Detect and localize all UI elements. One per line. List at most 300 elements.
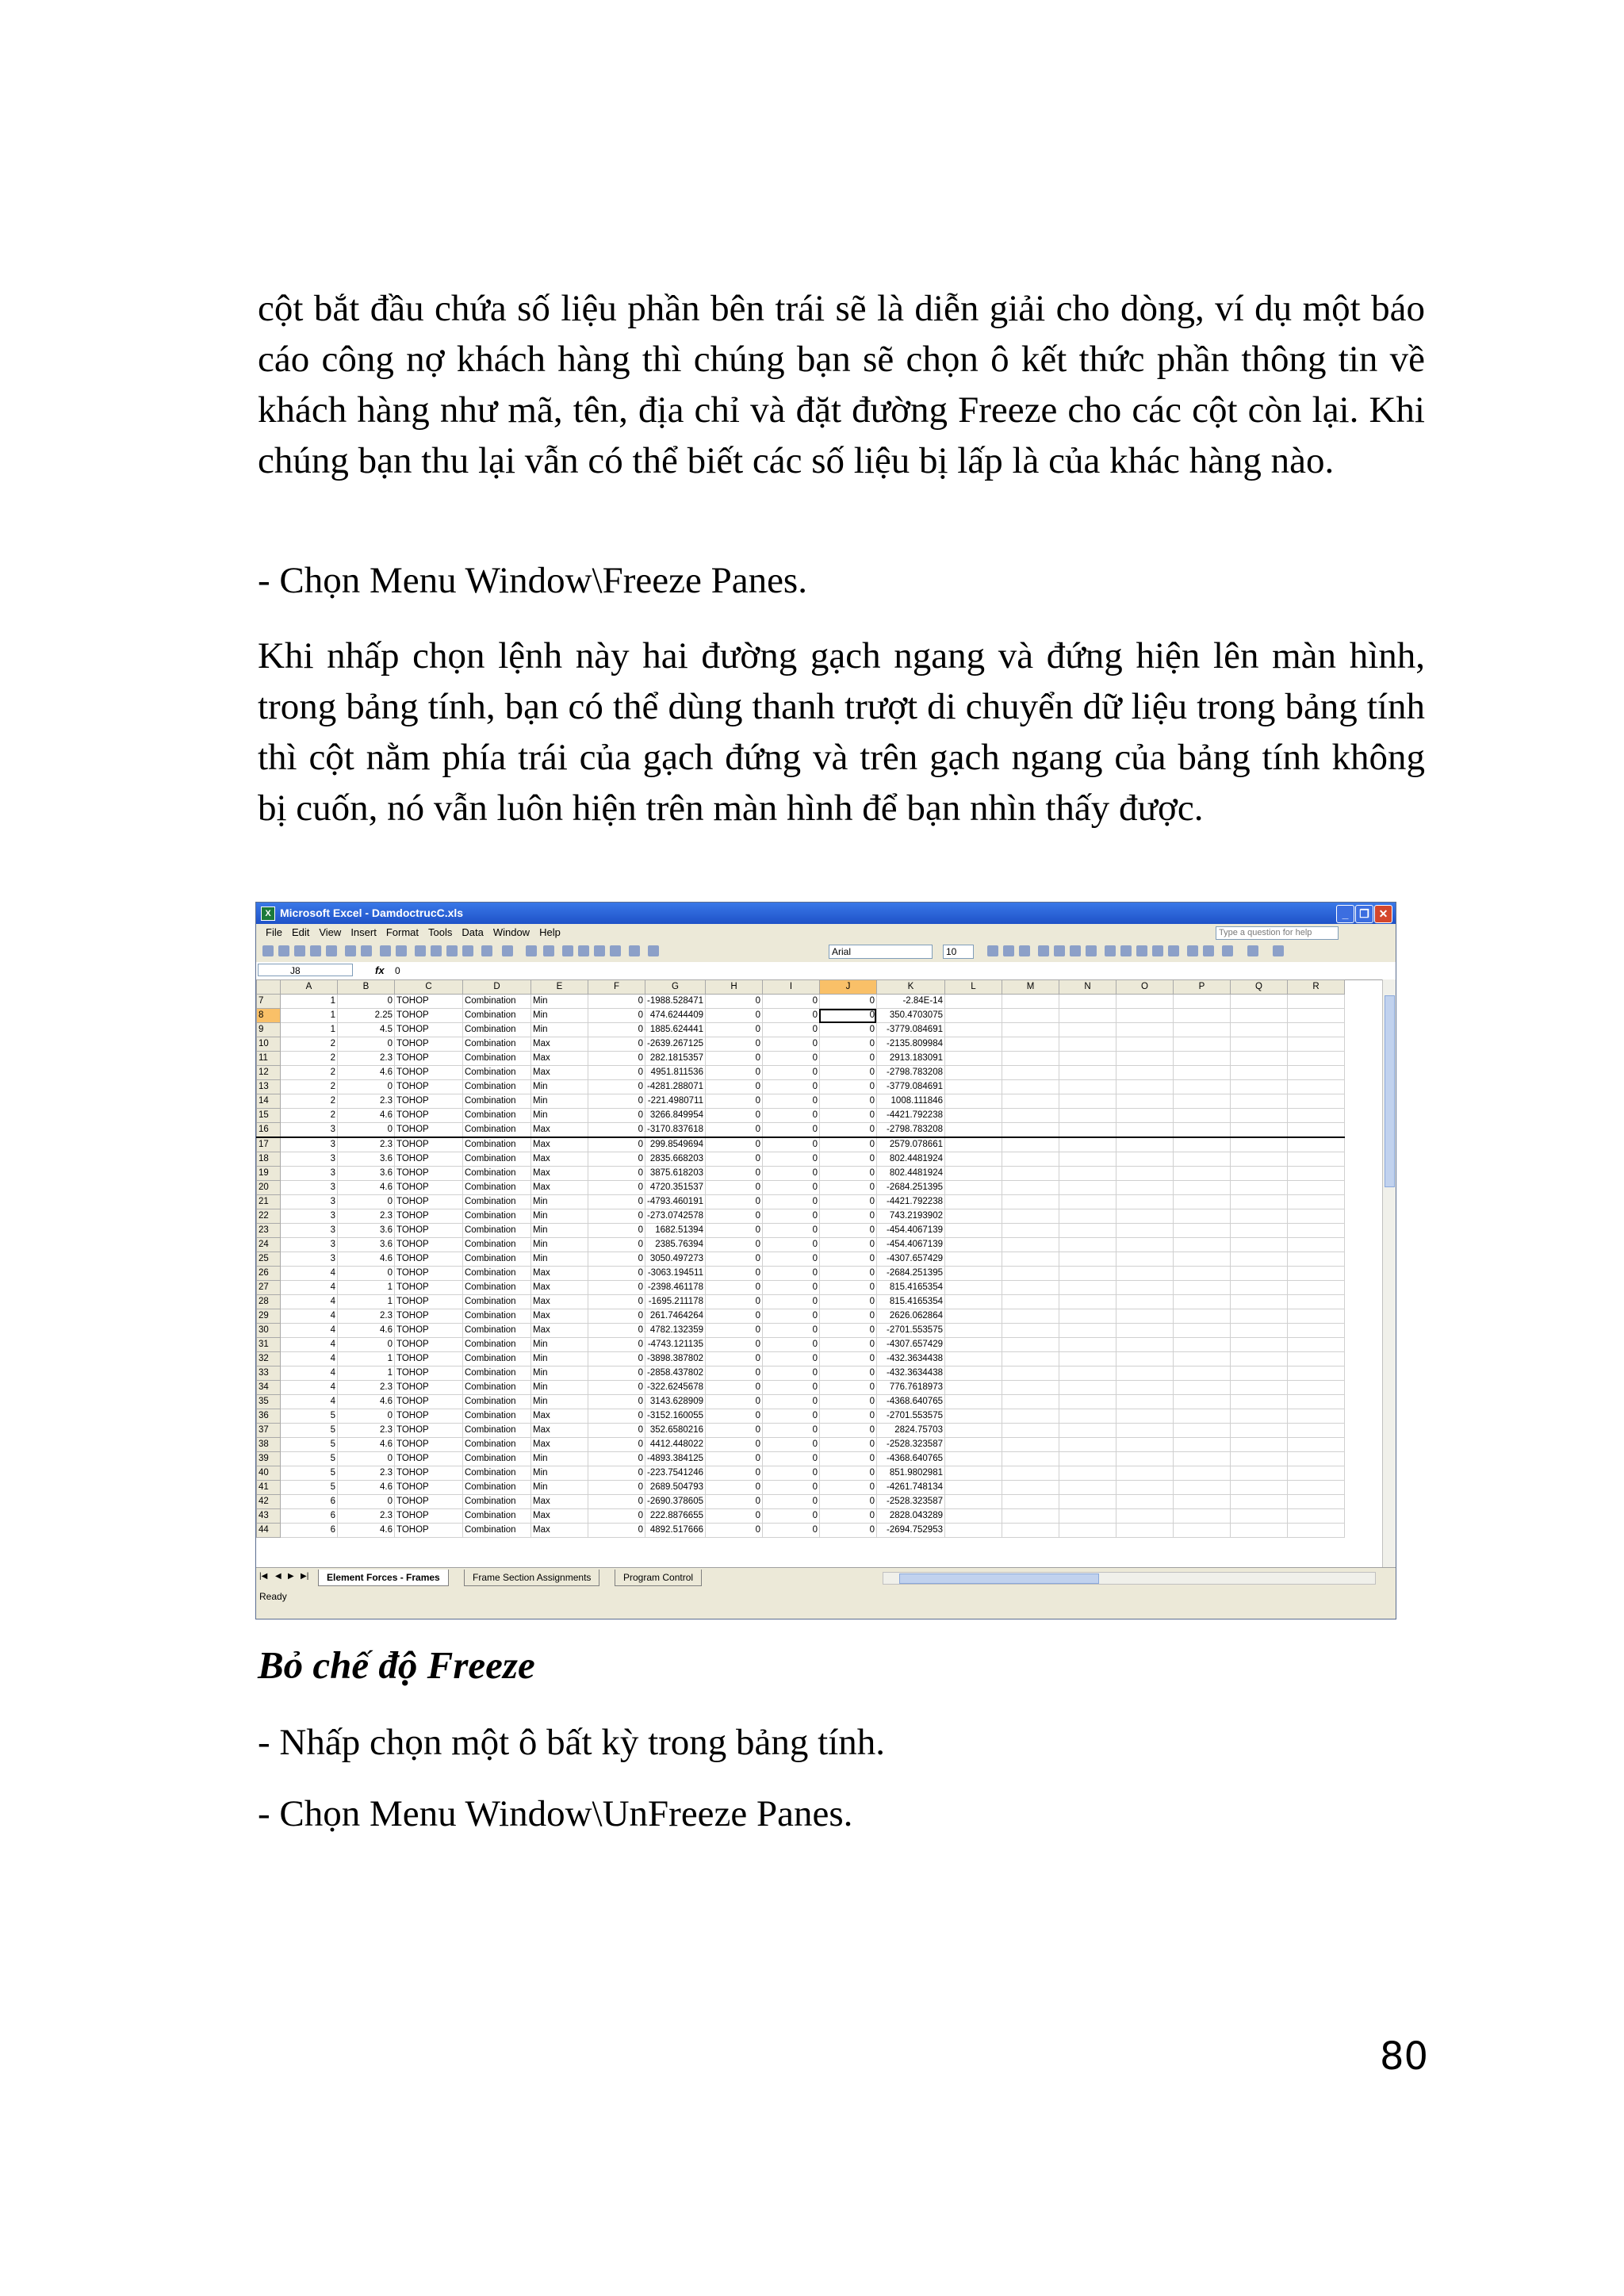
grid-cell[interactable]: 0 xyxy=(588,1209,645,1224)
grid-cell[interactable]: 743.2193902 xyxy=(876,1209,944,1224)
grid-cell[interactable]: 0 xyxy=(705,1424,762,1438)
grid-cell[interactable] xyxy=(1059,1509,1116,1524)
grid-cell[interactable] xyxy=(1230,1352,1287,1366)
grid-cell[interactable] xyxy=(1230,1452,1287,1466)
row-header[interactable]: 14 xyxy=(257,1094,281,1109)
grid-cell[interactable] xyxy=(1173,1181,1230,1195)
row-header[interactable]: 20 xyxy=(257,1181,281,1195)
grid-cell[interactable]: 6 xyxy=(281,1495,338,1509)
grid-cell[interactable]: Combination xyxy=(463,1281,531,1295)
grid-cell[interactable]: Min xyxy=(531,1338,588,1352)
grid-cell[interactable] xyxy=(1059,995,1116,1009)
grid-cell[interactable]: 0 xyxy=(819,1352,876,1366)
grid-cell[interactable] xyxy=(1059,1023,1116,1037)
bold-icon[interactable] xyxy=(987,945,998,956)
grid-cell[interactable]: TOHOP xyxy=(395,1209,463,1224)
grid-cell[interactable] xyxy=(1173,1224,1230,1238)
grid-cell[interactable] xyxy=(944,1338,1002,1352)
grid-cell[interactable]: 3143.628909 xyxy=(645,1395,706,1409)
grid-cell[interactable]: 0 xyxy=(819,1438,876,1452)
grid-cell[interactable]: 0 xyxy=(588,1123,645,1138)
grid-cell[interactable]: 3 xyxy=(281,1252,338,1267)
grid-cell[interactable] xyxy=(1116,1209,1173,1224)
grid-cell[interactable]: -432.3634438 xyxy=(876,1352,944,1366)
grid-cell[interactable]: Combination xyxy=(463,1524,531,1538)
grid-cell[interactable]: -4793.460191 xyxy=(645,1195,706,1209)
grid-cell[interactable]: 0 xyxy=(705,1324,762,1338)
grid-cell[interactable]: TOHOP xyxy=(395,1123,463,1138)
grid-cell[interactable]: 0 xyxy=(705,1123,762,1138)
new-icon[interactable] xyxy=(262,945,274,956)
grid-cell[interactable]: 0 xyxy=(705,1281,762,1295)
currency-icon[interactable] xyxy=(1105,945,1116,956)
grid-cell[interactable]: -2701.553575 xyxy=(876,1409,944,1424)
grid-cell[interactable] xyxy=(1116,1509,1173,1524)
row-header[interactable]: 16 xyxy=(257,1123,281,1138)
grid-cell[interactable] xyxy=(1230,1167,1287,1181)
row-header[interactable]: 23 xyxy=(257,1224,281,1238)
grid-cell[interactable] xyxy=(1116,1037,1173,1052)
grid-cell[interactable]: Combination xyxy=(463,1509,531,1524)
grid-cell[interactable] xyxy=(1230,1366,1287,1381)
grid-cell[interactable] xyxy=(1173,1381,1230,1395)
grid-cell[interactable] xyxy=(1230,1066,1287,1080)
grid-cell[interactable] xyxy=(1173,1037,1230,1052)
grid-cell[interactable] xyxy=(1230,1137,1287,1152)
grid-cell[interactable]: Max xyxy=(531,1123,588,1138)
grid-cell[interactable]: 0 xyxy=(762,1209,819,1224)
grid-cell[interactable]: 0 xyxy=(588,1438,645,1452)
grid-cell[interactable] xyxy=(1230,1338,1287,1352)
menu-file[interactable]: File xyxy=(266,926,282,938)
grid-cell[interactable] xyxy=(1002,1309,1059,1324)
grid-cell[interactable]: 350.4703075 xyxy=(876,1009,944,1023)
grid-cell[interactable] xyxy=(1287,1023,1344,1037)
grid-cell[interactable]: TOHOP xyxy=(395,1267,463,1281)
grid-cell[interactable] xyxy=(1287,1295,1344,1309)
grid-cell[interactable]: 0 xyxy=(705,1167,762,1181)
grid-cell[interactable]: -4281.288071 xyxy=(645,1080,706,1094)
grid-cell[interactable]: 0 xyxy=(705,1267,762,1281)
grid-cell[interactable]: 1008.111846 xyxy=(876,1094,944,1109)
grid-cell[interactable] xyxy=(1173,1052,1230,1066)
grid-cell[interactable] xyxy=(1059,1238,1116,1252)
column-header-r[interactable]: R xyxy=(1287,980,1344,995)
grid-cell[interactable]: -4893.384125 xyxy=(645,1452,706,1466)
grid-cell[interactable]: TOHOP xyxy=(395,1495,463,1509)
grid-cell[interactable] xyxy=(944,1495,1002,1509)
comma-icon[interactable] xyxy=(1136,945,1147,956)
grid-cell[interactable]: 0 xyxy=(588,1424,645,1438)
grid-cell[interactable] xyxy=(1002,1195,1059,1209)
tab-element-forces-frames[interactable]: Element Forces - Frames xyxy=(318,1570,449,1586)
grid-cell[interactable]: 0 xyxy=(819,1466,876,1481)
grid-cell[interactable]: Min xyxy=(531,1366,588,1381)
grid-cell[interactable]: 0 xyxy=(588,1080,645,1094)
grid-cell[interactable] xyxy=(1287,1109,1344,1123)
grid-cell[interactable]: 0 xyxy=(705,1137,762,1152)
grid-cell[interactable]: Combination xyxy=(463,1267,531,1281)
grid-cell[interactable]: Min xyxy=(531,1395,588,1409)
grid-cell[interactable]: 4 xyxy=(281,1338,338,1352)
grid-cell[interactable]: 0 xyxy=(705,1452,762,1466)
grid-cell[interactable]: 0 xyxy=(705,1409,762,1424)
grid-cell[interactable]: 0 xyxy=(819,1295,876,1309)
grid-cell[interactable]: 0 xyxy=(819,1209,876,1224)
align-left-icon[interactable] xyxy=(1038,945,1049,956)
email-icon[interactable] xyxy=(326,945,337,956)
column-header-n[interactable]: N xyxy=(1059,980,1116,995)
grid-cell[interactable]: Combination xyxy=(463,1452,531,1466)
grid-cell[interactable]: 0 xyxy=(819,1123,876,1138)
row-header[interactable]: 15 xyxy=(257,1109,281,1123)
font-color-icon[interactable] xyxy=(1273,945,1284,956)
row-header[interactable]: 11 xyxy=(257,1052,281,1066)
grid-cell[interactable]: 0 xyxy=(762,1466,819,1481)
grid-cell[interactable] xyxy=(1002,1395,1059,1409)
grid-cell[interactable]: 0 xyxy=(588,1295,645,1309)
sort-descending-icon[interactable] xyxy=(578,945,589,956)
grid-cell[interactable]: 3.6 xyxy=(338,1224,395,1238)
grid-cell[interactable] xyxy=(1287,1524,1344,1538)
permission-icon[interactable] xyxy=(310,945,321,956)
grid-cell[interactable]: TOHOP xyxy=(395,1295,463,1309)
grid-cell[interactable]: 0 xyxy=(588,1324,645,1338)
grid-cell[interactable]: 3 xyxy=(281,1181,338,1195)
grid-cell[interactable]: Max xyxy=(531,1066,588,1080)
grid-cell[interactable]: 0 xyxy=(588,1252,645,1267)
grid-cell[interactable]: 1 xyxy=(281,1023,338,1037)
grid-cell[interactable] xyxy=(1230,1495,1287,1509)
grid-cell[interactable]: 0 xyxy=(705,1224,762,1238)
grid-cell[interactable]: 0 xyxy=(588,1524,645,1538)
grid-cell[interactable]: -2135.809984 xyxy=(876,1037,944,1052)
grid-cell[interactable]: Combination xyxy=(463,1352,531,1366)
menu-insert[interactable]: Insert xyxy=(350,926,377,938)
grid-cell[interactable] xyxy=(944,1481,1002,1495)
grid-cell[interactable] xyxy=(944,1037,1002,1052)
grid-cell[interactable]: -2694.752953 xyxy=(876,1524,944,1538)
grid-cell[interactable] xyxy=(1002,1438,1059,1452)
grid-cell[interactable]: 5 xyxy=(281,1424,338,1438)
grid-cell[interactable] xyxy=(1116,1366,1173,1381)
grid-cell[interactable]: Max xyxy=(531,1495,588,1509)
grid-cell[interactable] xyxy=(1287,1152,1344,1167)
grid-cell[interactable]: 0 xyxy=(762,1066,819,1080)
grid-cell[interactable] xyxy=(1116,995,1173,1009)
grid-cell[interactable] xyxy=(1002,1224,1059,1238)
grid-cell[interactable]: 0 xyxy=(762,1481,819,1495)
grid-cell[interactable] xyxy=(1173,1481,1230,1495)
grid-cell[interactable]: 0 xyxy=(762,995,819,1009)
grid-cell[interactable]: 802.4481924 xyxy=(876,1167,944,1181)
grid-cell[interactable]: TOHOP xyxy=(395,1238,463,1252)
grid-cell[interactable]: 0 xyxy=(762,1181,819,1195)
grid-cell[interactable] xyxy=(1116,1281,1173,1295)
row-header[interactable]: 30 xyxy=(257,1324,281,1338)
grid-cell[interactable] xyxy=(1002,1238,1059,1252)
select-all-corner[interactable] xyxy=(257,980,281,995)
grid-cell[interactable]: Combination xyxy=(463,1309,531,1324)
grid-cell[interactable] xyxy=(1059,1094,1116,1109)
undo-icon[interactable] xyxy=(481,945,492,956)
menu-help[interactable]: Help xyxy=(539,926,561,938)
grid-cell[interactable]: 0 xyxy=(762,1452,819,1466)
prev-sheet-icon[interactable]: ◀ xyxy=(275,1572,282,1581)
grid-cell[interactable]: 0 xyxy=(588,1509,645,1524)
grid-cell[interactable]: 0 xyxy=(705,1195,762,1209)
fx-icon[interactable]: fx xyxy=(375,964,385,976)
grid-cell[interactable]: -2684.251395 xyxy=(876,1181,944,1195)
format-painter-icon[interactable] xyxy=(462,945,473,956)
grid-cell[interactable]: 0 xyxy=(762,1052,819,1066)
grid-cell[interactable]: 3875.618203 xyxy=(645,1167,706,1181)
align-right-icon[interactable] xyxy=(1070,945,1081,956)
grid-cell[interactable] xyxy=(1059,1037,1116,1052)
grid-cell[interactable]: 0 xyxy=(588,1195,645,1209)
grid-cell[interactable]: 0 xyxy=(705,1094,762,1109)
grid-cell[interactable]: 4951.811536 xyxy=(645,1066,706,1080)
grid-cell[interactable]: Min xyxy=(531,1224,588,1238)
grid-cell[interactable]: 0 xyxy=(819,1452,876,1466)
grid-cell[interactable]: -3898.387802 xyxy=(645,1352,706,1366)
grid-cell[interactable] xyxy=(1059,1309,1116,1324)
grid-cell[interactable] xyxy=(944,1409,1002,1424)
grid-cell[interactable] xyxy=(1173,1109,1230,1123)
grid-cell[interactable] xyxy=(1173,1524,1230,1538)
grid-cell[interactable]: 0 xyxy=(819,995,876,1009)
grid-cell[interactable]: 0 xyxy=(705,1295,762,1309)
grid-cell[interactable] xyxy=(1059,1167,1116,1181)
grid-cell[interactable] xyxy=(1230,1009,1287,1023)
menu-view[interactable]: View xyxy=(319,926,342,938)
grid-cell[interactable] xyxy=(1002,1366,1059,1381)
grid-cell[interactable]: Combination xyxy=(463,1094,531,1109)
grid-cell[interactable] xyxy=(1230,1466,1287,1481)
grid-cell[interactable]: 3.6 xyxy=(338,1167,395,1181)
grid-cell[interactable]: TOHOP xyxy=(395,1152,463,1167)
grid-cell[interactable]: 0 xyxy=(588,995,645,1009)
grid-cell[interactable]: 0 xyxy=(588,1352,645,1366)
grid-cell[interactable]: 0 xyxy=(819,1066,876,1080)
grid-cell[interactable] xyxy=(1002,1052,1059,1066)
grid-cell[interactable]: Combination xyxy=(463,1195,531,1209)
fill-color-icon[interactable] xyxy=(1247,945,1258,956)
grid-cell[interactable]: 0 xyxy=(762,1281,819,1295)
grid-cell[interactable]: 2913.183091 xyxy=(876,1052,944,1066)
grid-cell[interactable] xyxy=(944,1209,1002,1224)
grid-cell[interactable]: 0 xyxy=(588,1338,645,1352)
grid-cell[interactable]: 0 xyxy=(762,1238,819,1252)
grid-cell[interactable]: Min xyxy=(531,1381,588,1395)
grid-cell[interactable] xyxy=(1173,1295,1230,1309)
row-header[interactable]: 12 xyxy=(257,1066,281,1080)
grid-cell[interactable] xyxy=(1059,1381,1116,1395)
grid-cell[interactable]: 0 xyxy=(762,1137,819,1152)
grid-cell[interactable]: Max xyxy=(531,1409,588,1424)
grid-cell[interactable] xyxy=(1059,1281,1116,1295)
minimize-icon[interactable]: _ xyxy=(1336,905,1354,923)
grid-cell[interactable]: 0 xyxy=(762,1195,819,1209)
grid-cell[interactable] xyxy=(1173,1438,1230,1452)
grid-cell[interactable]: 4.6 xyxy=(338,1481,395,1495)
grid-cell[interactable] xyxy=(1230,1409,1287,1424)
first-sheet-icon[interactable]: |◀ xyxy=(259,1572,268,1581)
grid-cell[interactable] xyxy=(1287,1037,1344,1052)
grid-cell[interactable] xyxy=(944,1366,1002,1381)
row-header[interactable]: 38 xyxy=(257,1438,281,1452)
grid-cell[interactable] xyxy=(1116,1452,1173,1466)
grid-cell[interactable]: 2.3 xyxy=(338,1094,395,1109)
grid-cell[interactable]: 3 xyxy=(281,1123,338,1138)
grid-cell[interactable] xyxy=(1059,1080,1116,1094)
grid-cell[interactable]: Max xyxy=(531,1037,588,1052)
grid-cell[interactable]: Combination xyxy=(463,1366,531,1381)
row-header[interactable]: 22 xyxy=(257,1209,281,1224)
grid-cell[interactable]: 0 xyxy=(338,1495,395,1509)
grid-cell[interactable] xyxy=(1002,1109,1059,1123)
grid-cell[interactable] xyxy=(1116,1052,1173,1066)
grid-cell[interactable] xyxy=(1287,995,1344,1009)
grid-cell[interactable]: 0 xyxy=(819,1224,876,1238)
print-preview-icon[interactable] xyxy=(361,945,372,956)
grid-cell[interactable]: 0 xyxy=(762,1080,819,1094)
grid-cell[interactable]: 0 xyxy=(588,1152,645,1167)
grid-cell[interactable] xyxy=(1059,1295,1116,1309)
grid-cell[interactable] xyxy=(1230,1224,1287,1238)
row-header[interactable]: 44 xyxy=(257,1524,281,1538)
grid-cell[interactable] xyxy=(1002,1080,1059,1094)
grid-cell[interactable] xyxy=(1116,1009,1173,1023)
grid-cell[interactable]: 0 xyxy=(819,1509,876,1524)
worksheet-grid[interactable] xyxy=(256,979,1345,1538)
grid-cell[interactable]: 0 xyxy=(588,1037,645,1052)
grid-cell[interactable]: TOHOP xyxy=(395,1137,463,1152)
grid-cell[interactable]: 0 xyxy=(588,1181,645,1195)
grid-cell[interactable]: Min xyxy=(531,1466,588,1481)
grid-cell[interactable] xyxy=(1230,1181,1287,1195)
grid-cell[interactable]: 0 xyxy=(705,995,762,1009)
grid-cell[interactable]: 0 xyxy=(762,1023,819,1037)
grid-cell[interactable]: -2.84E-14 xyxy=(876,995,944,1009)
grid-cell[interactable] xyxy=(1059,1524,1116,1538)
grid-cell[interactable] xyxy=(1173,1252,1230,1267)
vertical-scrollbar[interactable] xyxy=(1382,979,1396,1567)
grid-cell[interactable]: 0 xyxy=(819,1524,876,1538)
grid-cell[interactable] xyxy=(1230,1438,1287,1452)
grid-cell[interactable] xyxy=(944,1181,1002,1195)
grid-cell[interactable] xyxy=(1287,1137,1344,1152)
grid-cell[interactable] xyxy=(1287,1324,1344,1338)
grid-cell[interactable]: 2 xyxy=(281,1109,338,1123)
font-name-select[interactable]: Arial xyxy=(829,945,933,959)
grid-cell[interactable]: -4307.657429 xyxy=(876,1252,944,1267)
grid-cell[interactable]: 0 xyxy=(819,1252,876,1267)
grid-cell[interactable]: 0 xyxy=(588,1495,645,1509)
grid-cell[interactable] xyxy=(944,1509,1002,1524)
grid-cell[interactable] xyxy=(1059,1152,1116,1167)
grid-cell[interactable]: 3.6 xyxy=(338,1238,395,1252)
grid-cell[interactable] xyxy=(1002,1037,1059,1052)
increase-indent-icon[interactable] xyxy=(1203,945,1214,956)
column-header-c[interactable]: C xyxy=(395,980,463,995)
grid-cell[interactable]: 0 xyxy=(819,1181,876,1195)
grid-cell[interactable] xyxy=(1059,1009,1116,1023)
grid-cell[interactable] xyxy=(1059,1438,1116,1452)
grid-cell[interactable]: TOHOP xyxy=(395,1167,463,1181)
grid-cell[interactable] xyxy=(1002,1023,1059,1037)
grid-cell[interactable] xyxy=(1059,1352,1116,1366)
grid-cell[interactable] xyxy=(1059,1452,1116,1466)
grid-cell[interactable]: 352.6580216 xyxy=(645,1424,706,1438)
grid-cell[interactable]: 0 xyxy=(819,1009,876,1023)
grid-cell[interactable]: Min xyxy=(531,1109,588,1123)
grid-cell[interactable] xyxy=(1173,1167,1230,1181)
column-header-e[interactable]: E xyxy=(531,980,588,995)
grid-cell[interactable]: 0 xyxy=(588,1395,645,1409)
row-header[interactable]: 13 xyxy=(257,1080,281,1094)
grid-cell[interactable]: 0 xyxy=(705,1066,762,1080)
grid-cell[interactable] xyxy=(1002,1167,1059,1181)
grid-cell[interactable]: -3779.084691 xyxy=(876,1023,944,1037)
grid-cell[interactable] xyxy=(1059,1466,1116,1481)
grid-cell[interactable] xyxy=(1287,1267,1344,1281)
grid-cell[interactable]: -2701.553575 xyxy=(876,1324,944,1338)
row-header[interactable]: 9 xyxy=(257,1023,281,1037)
grid-cell[interactable]: -2528.323587 xyxy=(876,1495,944,1509)
grid-cell[interactable]: Min xyxy=(531,1252,588,1267)
grid-cell[interactable] xyxy=(1230,1052,1287,1066)
grid-cell[interactable]: 1 xyxy=(338,1352,395,1366)
grid-cell[interactable]: TOHOP xyxy=(395,1195,463,1209)
grid-cell[interactable]: TOHOP xyxy=(395,1052,463,1066)
grid-cell[interactable]: 0 xyxy=(705,1052,762,1066)
grid-cell[interactable] xyxy=(1116,1224,1173,1238)
grid-cell[interactable]: 0 xyxy=(705,1381,762,1395)
grid-cell[interactable]: -4743.121135 xyxy=(645,1338,706,1352)
grid-cell[interactable] xyxy=(1002,1338,1059,1352)
chart-wizard-icon[interactable] xyxy=(594,945,605,956)
help-search-input[interactable]: Type a question for help xyxy=(1216,926,1339,940)
grid-cell[interactable] xyxy=(944,995,1002,1009)
grid-cell[interactable] xyxy=(1287,1352,1344,1366)
grid-cell[interactable]: 4 xyxy=(281,1395,338,1409)
research-icon[interactable] xyxy=(396,945,407,956)
grid-cell[interactable]: 5 xyxy=(281,1452,338,1466)
tab-frame-section-assignments[interactable]: Frame Section Assignments xyxy=(464,1570,599,1586)
grid-cell[interactable]: 3050.497273 xyxy=(645,1252,706,1267)
grid-cell[interactable]: 6 xyxy=(281,1524,338,1538)
grid-cell[interactable]: Min xyxy=(531,1452,588,1466)
grid-cell[interactable] xyxy=(1059,1052,1116,1066)
grid-cell[interactable]: TOHOP xyxy=(395,1224,463,1238)
grid-cell[interactable]: 4 xyxy=(281,1295,338,1309)
grid-cell[interactable]: 4412.448022 xyxy=(645,1438,706,1452)
grid-cell[interactable]: 3266.849954 xyxy=(645,1109,706,1123)
grid-cell[interactable] xyxy=(944,1395,1002,1409)
grid-cell[interactable] xyxy=(1287,1195,1344,1209)
grid-cell[interactable]: 2579.078661 xyxy=(876,1137,944,1152)
column-header-l[interactable]: L xyxy=(944,980,1002,995)
column-header-p[interactable]: P xyxy=(1173,980,1230,995)
grid-cell[interactable]: 0 xyxy=(762,1224,819,1238)
grid-cell[interactable]: Combination xyxy=(463,1009,531,1023)
cut-icon[interactable] xyxy=(415,945,426,956)
grid-cell[interactable]: Combination xyxy=(463,1238,531,1252)
grid-cell[interactable] xyxy=(1173,1366,1230,1381)
grid-cell[interactable] xyxy=(1287,1452,1344,1466)
grid-cell[interactable]: -223.7541246 xyxy=(645,1466,706,1481)
